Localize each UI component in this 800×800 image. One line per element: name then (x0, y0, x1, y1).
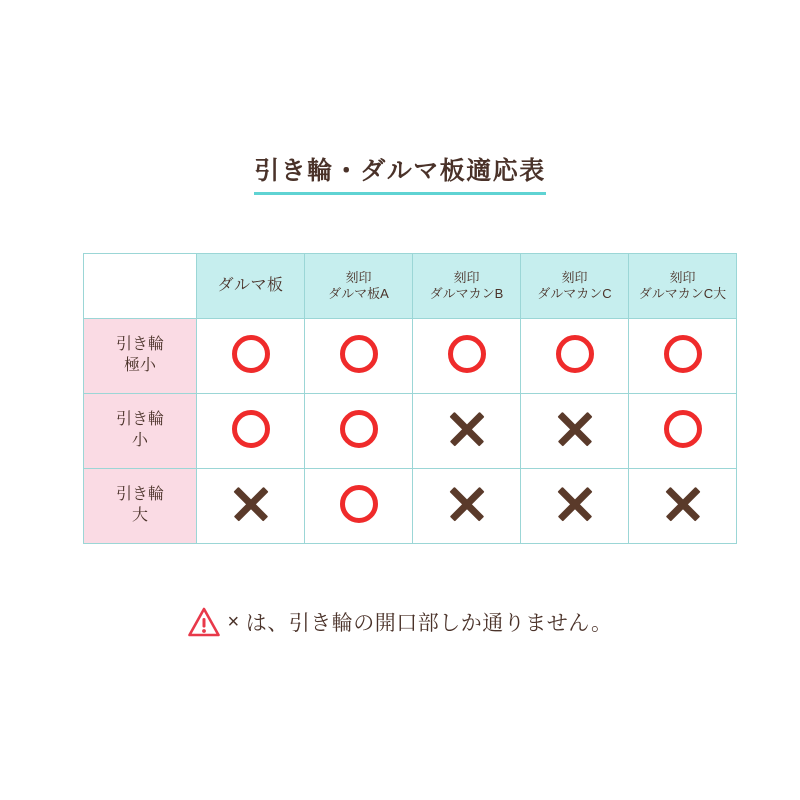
circle-mark-icon (448, 335, 486, 373)
table-corner-cell (84, 254, 197, 319)
column-header-line2: ダルマカンC大 (638, 286, 727, 301)
cross-mark-icon (449, 486, 485, 522)
circle-mark-icon (664, 410, 702, 448)
row-header-line2: 極小 (123, 357, 156, 374)
footnote (0, 607, 800, 643)
cell-r0-c4 (629, 319, 737, 394)
cell-r1-c1 (305, 394, 413, 469)
circle-mark-icon (232, 335, 270, 373)
cell-r2-c4 (629, 469, 737, 544)
column-header-daruma-ita (197, 254, 305, 319)
column-header-darumakan-b (413, 254, 521, 319)
column-header-daruma-ita-a (305, 254, 413, 319)
cell-r2-c0 (197, 469, 305, 544)
row-header-line1: 引き輪 (115, 411, 164, 429)
cell-r2-c3 (521, 469, 629, 544)
footnote-x-symbol: × (227, 610, 240, 633)
column-header-darumakan-c-large (629, 254, 737, 319)
column-header-line1: ダルマ板 (217, 277, 284, 294)
cross-mark-icon (665, 486, 701, 522)
footnote-text: は、引き輪の開口部しか通りません。 (245, 612, 613, 635)
column-header-line1: 刻印 (453, 269, 480, 285)
header-row (84, 254, 737, 319)
column-header-line2: ダルマ板A (328, 286, 389, 301)
row-header-line2: 小 (131, 432, 148, 449)
table-header (84, 254, 737, 319)
column-header-darumakan-c (521, 254, 629, 319)
circle-mark-icon (340, 485, 378, 523)
cross-mark-icon (449, 411, 485, 447)
column-header-line2: ダルマカンC (537, 286, 612, 301)
title-container (0, 158, 800, 195)
cell-r0-c2 (413, 319, 521, 394)
row-header-line2: 大 (131, 507, 148, 524)
cell-r0-c0 (197, 319, 305, 394)
row-header-hikiwa-dai (84, 469, 197, 544)
row-header-line1: 引き輪 (115, 336, 164, 354)
warning-triangle-icon (188, 607, 220, 637)
column-header-line1: 刻印 (345, 269, 372, 285)
cross-mark-icon (233, 486, 269, 522)
cell-r2-c2 (413, 469, 521, 544)
footnote-inner (188, 607, 613, 637)
page-title: 引き輪・ダルマ板適応表 (254, 158, 546, 195)
column-header-line1: 刻印 (669, 269, 696, 285)
cell-r0-c3 (521, 319, 629, 394)
circle-mark-icon (340, 335, 378, 373)
column-header-line1: 刻印 (561, 269, 588, 285)
cell-r0-c1 (305, 319, 413, 394)
circle-mark-icon (664, 335, 702, 373)
row-header-hikiwa-gokusho (84, 319, 197, 394)
cross-mark-icon (557, 411, 593, 447)
cell-r1-c4 (629, 394, 737, 469)
compatibility-table (83, 253, 737, 544)
table-row (84, 394, 737, 469)
column-header-line2: ダルマカンB (429, 286, 504, 301)
circle-mark-icon (232, 410, 270, 448)
circle-mark-icon (556, 335, 594, 373)
table-row (84, 469, 737, 544)
row-header-hikiwa-sho (84, 394, 197, 469)
table-row (84, 319, 737, 394)
circle-mark-icon (340, 410, 378, 448)
cell-r1-c2 (413, 394, 521, 469)
cell-r2-c1 (305, 469, 413, 544)
cell-r1-c0 (197, 394, 305, 469)
row-header-line1: 引き輪 (115, 486, 164, 504)
compatibility-table-wrapper (83, 253, 736, 544)
table-body (84, 319, 737, 544)
cell-r1-c3 (521, 394, 629, 469)
cross-mark-icon (557, 486, 593, 522)
